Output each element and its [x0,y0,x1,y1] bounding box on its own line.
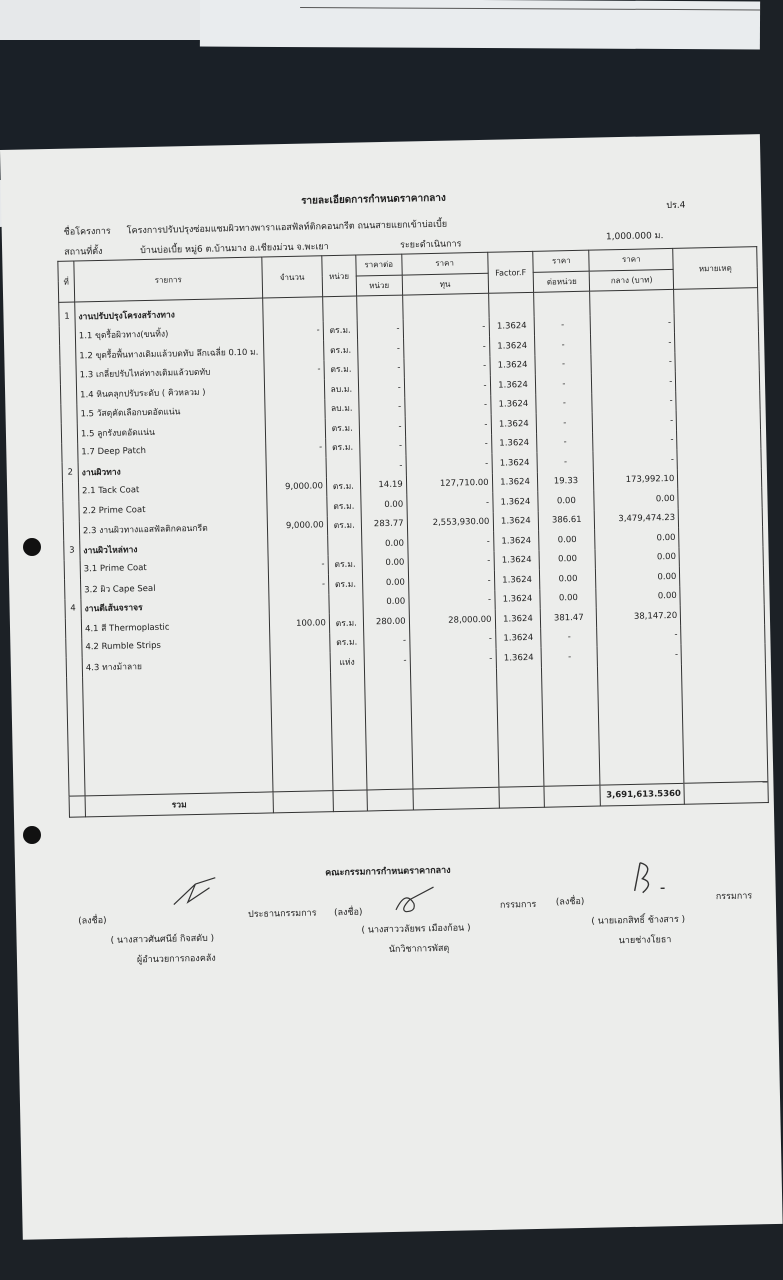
cell-remark [680,604,764,625]
cell-total: - [592,372,676,393]
cell-no [60,345,76,365]
cell-factor: 1.3624 [489,336,535,356]
col-unit-price-sub: หน่วย [356,275,402,296]
cell-name: 4.2 Rumble Strips [82,634,270,657]
col-cost-sub: ทุน [402,273,488,295]
cell-cost: - [407,493,493,514]
cell-no [62,443,78,463]
cell-unit: ตร.ม. [328,554,362,574]
cell-factor: 1.3624 [493,531,539,551]
cell-cost: - [404,395,490,416]
document-page [0,134,783,1240]
cell-qty: - [264,360,324,381]
cell-per-unit: - [537,413,593,434]
total-value: 3,691,613.5360 [600,783,684,806]
cell-name: งานผิวไหล่ทาง [80,536,268,559]
col-item: รายการ [74,257,263,302]
cell-unit: ตร.ม. [324,359,358,379]
cell-name: 1.5 วัสดุคัดเลือกบดอัดแน่น [77,400,265,423]
cell-remark [677,429,761,450]
cell-name: 4.3 ทางม้าลาย [82,653,270,676]
cell-unit-price: 14.19 [360,475,406,495]
cell-per-unit: 0.00 [540,588,596,609]
location: บ้านบ่อเบี้ย หมู่6 ต.บ้านมาง อ.เชียงม่วน จ.พะเยา [140,242,329,257]
cell-factor: 1.3624 [490,394,536,414]
cell-factor: 1.3624 [492,472,538,492]
cell-factor: 1.3624 [495,609,541,629]
cell-qty [266,457,326,478]
cell-factor: 1.3624 [492,453,538,473]
cell-factor: 1.3624 [491,433,537,453]
member-2-role: กรรมการ [499,899,537,911]
cell-cost: - [408,571,494,592]
cell-total: 0.00 [594,489,678,510]
cell-factor: 1.3624 [494,570,540,590]
cell-remark [674,312,758,333]
distance: 1,000.000 ม. [605,231,664,243]
cell-total: - [593,430,677,451]
cell-qty [263,297,323,322]
cell-unit-price: 0.00 [362,553,408,573]
cell-remark [676,390,760,411]
member-1-role: ประธานกรรมการ [247,908,317,920]
cell-qty [267,496,327,517]
cell-per-unit: - [537,452,593,473]
cell-qty [264,340,324,361]
cell-unit-price: - [364,651,410,671]
col-no: ที่ [58,261,75,302]
cell-cost [402,293,488,319]
cell-name: 1.7 Deep Patch [78,439,266,462]
cell-no: 3 [64,540,80,560]
cell-unit: ตร.ม. [329,612,363,632]
cell-per-unit: 19.33 [538,471,594,492]
cell-cost: - [403,317,489,338]
cell-remark [677,448,761,469]
member-3-name: ( นายเอกสิทธิ์ ช้างสาร ) [591,914,686,927]
punch-hole [23,826,41,844]
cell-factor: 1.3624 [492,492,538,512]
location-label: สถานที่ตั้ง [64,246,103,258]
cell-no [66,638,82,658]
cell-qty: 100.00 [269,613,329,634]
cell-unit [322,296,356,321]
cell-qty: - [263,321,323,342]
cell-cost: - [405,415,491,436]
sign-label-1: (ลงชื่อ) [78,915,107,927]
member-3-role: กรรมการ [715,891,753,903]
cell-factor [488,292,534,317]
committee-title: คณะกรรมการกำหนดราคากลาง [325,865,451,879]
cell-per-unit: 381.47 [541,608,597,629]
cell-unit-price: - [363,631,409,651]
cell-unit-price: - [358,358,404,378]
member-2-position: นักวิชาการพัสดุ [388,943,450,956]
cell-unit [327,535,361,555]
col-median-sub: กลาง (บาท) [589,269,673,291]
col-factor: Factor.F [487,251,534,293]
col-cost: ราคา [401,252,487,274]
cell-no [60,384,76,404]
cell-qty: - [266,438,326,459]
cell-cost: 127,710.00 [406,473,492,494]
cell-name: 2.2 Prime Coat [79,497,267,520]
cell-per-unit: 386.61 [539,510,595,531]
cell-cost: - [403,337,489,358]
cell-no [66,657,82,677]
cell-total [590,289,674,315]
cell-qty [268,535,328,556]
cell-per-unit: - [535,335,591,356]
cell-name: 2.1 Tack Coat [78,478,266,501]
cell-per-unit: - [542,647,598,668]
cell-unit-price: 0.00 [363,592,409,612]
cell-cost: 28,000.00 [409,610,495,631]
cell-factor: 1.3624 [489,316,535,336]
cell-remark [675,331,759,352]
cell-qty: 9,000.00 [266,477,326,498]
project-name: โครงการปรับปรุงซ่อมแซมผิวทางพาราแอสฟัลท์ติกคอนกรีต ถนนสายแยกเข้าบ่อเบี้ย [126,219,448,237]
document-title: รายละเอียดการกำหนดราคากลาง [301,192,446,207]
cell-factor: 1.3624 [494,589,540,609]
cell-per-unit: - [535,354,591,375]
cell-unit: ตร.ม. [323,340,357,360]
table-filler [67,663,768,796]
cell-factor: 1.3624 [489,355,535,375]
cell-total: 3,479,474.23 [594,508,678,529]
cell-per-unit: 0.00 [539,530,595,551]
cell-total: - [592,411,676,432]
cell-cost: - [410,649,496,670]
cell-total: - [597,645,681,666]
cell-no [65,579,81,599]
cell-cost: - [407,532,493,553]
cell-remark [680,565,764,586]
cell-no [63,501,79,521]
cell-factor: 1.3624 [493,511,539,531]
cell-no [61,423,77,443]
member-3-position: นายช่างโยธา [618,935,672,947]
cell-unit-price: 283.77 [361,514,407,534]
cell-no [61,404,77,424]
cell-qty: - [268,574,328,595]
cell-name: 2.3 งานผิวทางแอสฟัลติกคอนกรีต [79,517,267,540]
cell-cost: - [404,376,490,397]
cell-unit-price: - [357,319,403,339]
cell-cost: - [406,454,492,475]
signature-3 [620,854,681,899]
cell-name: 4.1 สี Thermoplastic [81,614,269,637]
cell-total: 173,992.10 [594,469,678,490]
form-code: ปร.4 [666,200,686,212]
cell-unit: ตร.ม. [323,320,357,340]
cell-remark [678,487,762,508]
cell-qty: 9,000.00 [267,516,327,537]
cell-qty: - [268,555,328,576]
cell-qty [270,633,330,654]
cell-total: - [591,333,675,354]
cell-unit-price: - [359,436,405,456]
cell-no: 4 [65,599,81,619]
cell-remark [676,370,760,391]
cell-total: 0.00 [595,528,679,549]
cell-remark [681,624,765,645]
cell-total: - [597,625,681,646]
cell-unit: ตร.ม. [326,476,360,496]
cell-remark [678,468,762,489]
cell-name: 1.3 เกลี่ยปรับไหล่ทางเดิมแล้วบดทับ [76,361,264,384]
cell-per-unit [534,291,590,316]
cell-total: 0.00 [595,547,679,568]
cell-unit: แห่ง [330,651,364,671]
col-per-unit: ราคา [533,250,589,272]
distance-label: ระยะดำเนินการ [399,239,462,251]
cell-name: 1.4 หินคลุกปรับระดับ ( คิวหลวม ) [76,381,264,404]
cell-total: 38,147.20 [597,606,681,627]
cell-total: - [592,391,676,412]
cell-factor: 1.3624 [496,648,542,668]
cell-unit: ตร.ม. [328,574,362,594]
member-1-position: ผู้อำนวยการกองคลัง [136,953,216,966]
cell-name: 1.1 ขุดรื้อผิวทาง(ขนทิ้ง) [75,322,263,345]
cell-per-unit: 0.00 [540,569,596,590]
cell-name: 1.5 ลูกรังบดอัดแน่น [77,420,265,443]
cell-name: งานตีเส้นจราจร [81,595,269,618]
cell-remark [678,507,762,528]
cell-name: 3.1 Prime Coat [80,556,268,579]
cell-unit [326,457,360,477]
cell-remark [680,585,764,606]
cell-total: - [591,352,675,373]
cell-qty [265,399,325,420]
cell-no [59,326,75,346]
cell-remark [681,643,765,664]
cell-qty [269,594,329,615]
cell-remark [674,288,758,314]
cell-cost: - [408,551,494,572]
cell-factor: 1.3624 [491,414,537,434]
cell-unit-price: 0.00 [362,573,408,593]
cell-cost: 2,553,930.00 [407,512,493,533]
cell-no [60,365,76,385]
price-table [57,246,769,817]
cell-unit: ตร.ม. [330,632,364,652]
total-label: รวม [85,791,273,816]
cell-unit-price: 0.00 [361,495,407,515]
member-2-name: ( นางสาววลัยพร เมืองก้อน ) [361,923,471,936]
project-label: ชื่อโครงการ [63,226,111,238]
signature-1 [165,873,226,914]
cell-per-unit: - [536,374,592,395]
cell-remark [675,351,759,372]
cell-per-unit: - [535,315,591,336]
cell-unit [329,593,363,613]
cell-unit-price: - [359,397,405,417]
cell-per-unit: - [537,432,593,453]
cell-unit: ลบ.ม. [325,398,359,418]
cell-qty [265,418,325,439]
cell-remark [679,546,763,567]
cell-per-unit: - [541,627,597,648]
sign-label-3: (ลงชื่อ) [555,896,585,908]
cell-per-unit: 0.00 [539,549,595,570]
cell-per-unit: 0.00 [538,491,594,512]
cell-unit-price [356,295,402,320]
member-1-name: ( นางสาวศันศนีย์ กิจสดับ ) [110,933,215,946]
cell-unit: ตร.ม. [327,496,361,516]
cell-factor: 1.3624 [490,375,536,395]
cell-unit: ตร.ม. [325,437,359,457]
cell-total: - [593,450,677,471]
col-unit-price: ราคาต่อ [356,254,402,275]
cell-unit-price: - [357,339,403,359]
cell-total: 0.00 [596,567,680,588]
cell-total: 0.00 [596,586,680,607]
cell-no [65,618,81,638]
cell-no [64,560,80,580]
cell-unit-price: - [358,378,404,398]
cell-unit-price: - [360,456,406,476]
background-paper-top [200,0,760,49]
cell-unit: ลบ.ม. [324,379,358,399]
cell-per-unit: - [536,393,592,414]
cell-unit: ตร.ม. [327,515,361,535]
signature-2 [385,881,446,922]
cell-name: 1.2 ขุดรื้อพื้นทางเดิมแล้วบดทับ ลึกเฉลี่ย 0.10 ม. [76,342,264,365]
cell-cost: - [409,590,495,611]
cell-no: 1 [59,302,75,326]
cell-factor: 1.3624 [495,628,541,648]
cell-unit: ตร.ม. [325,418,359,438]
cell-unit-price: 280.00 [363,612,409,632]
col-per-unit-sub: ต่อหน่วย [534,271,590,293]
cell-name: 3.2 ผิว Cape Seal [80,575,268,598]
cell-name: งานผิวทาง [78,458,266,481]
cell-no: 2 [62,462,78,482]
cell-no [62,482,78,502]
punch-hole [23,538,41,556]
col-qty: จำนวน [262,256,323,298]
cell-qty [270,652,330,673]
cell-cost: - [409,629,495,650]
col-remark: หมายเหตุ [673,247,758,290]
cell-unit-price: - [359,417,405,437]
cell-cost: - [404,356,490,377]
cell-name: งานปรับปรุงโครงสร้างทาง [75,298,263,326]
cell-no [63,521,79,541]
cell-cost: - [405,434,491,455]
cell-remark [679,526,763,547]
col-unit: หน่วย [322,255,357,297]
col-median: ราคา [589,248,673,270]
cell-remark [676,409,760,430]
sign-label-2: (ลงชื่อ) [333,907,363,919]
cell-factor: 1.3624 [494,550,540,570]
cell-unit-price: 0.00 [361,534,407,554]
cell-qty [264,379,324,400]
cell-total: - [590,313,674,334]
